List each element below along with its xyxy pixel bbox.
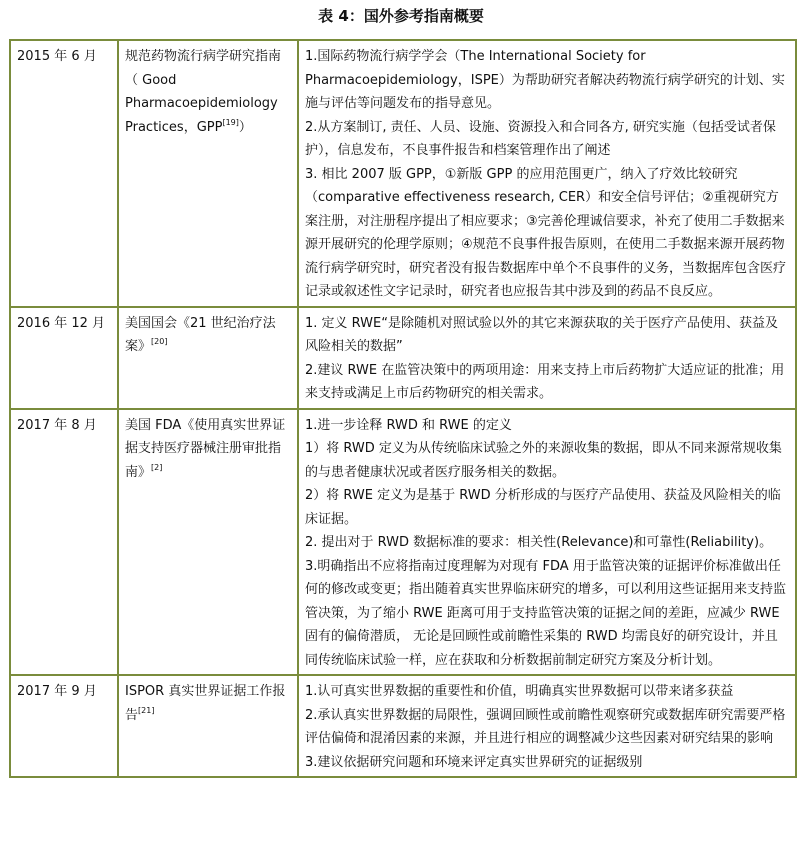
summary-point: 1.国际药物流行病学学会（The International Society for Pharmacoepidemiology，ISPE）为帮助研究者解决药物流行病学研究的计划、实施与评估等问题发布的指导意见。 <box>305 49 785 111</box>
guideline-name: 规范药物流行病学研究指南（ Good Pharmacoepidemiology Practices，GPP <box>125 49 282 135</box>
date-cell: 2017 年 9 月 <box>10 675 118 777</box>
reference-marker: [19] <box>222 117 239 127</box>
reference-marker: [2] <box>151 462 163 472</box>
summary-point: 2.承认真实世界数据的局限性，强调回顾性或前瞻性观察研究或数据库研究需要严格评估偏倚和混淆因素的来源，并且进行相应的调整减少这些因素对研究结果的影响 <box>305 707 786 746</box>
guideline-name-suffix: ） <box>238 119 252 135</box>
summary-point: 2. 提出对于 RWD 数据标准的要求：相关性(Relevance)和可靠性(Reliability)。 <box>305 535 773 550</box>
table-row <box>10 675 796 777</box>
summary-point: 3.建议依据研究问题和环境来评定真实世界研究的证据级别 <box>305 754 643 770</box>
summary-point: 2）将 RWE 定义为是基于 RWD 分析形成的与医疗产品使用、获益及风险相关的临床证据。 <box>305 488 781 527</box>
table-row <box>10 40 796 307</box>
summary-point: 3.明确指出不应将指南过度理解为对现有 FDA 用于监管决策的证据评价标准做出任何的修改或变更；指出随着真实世界临床研究的增多，可以利用这些证据用来支持监管决策，为了缩小 RWE 距离可用于支持监管决策的证据之间的差距，应减少 RWE 固有的偏倚潜质， 无论是回顾性或前瞻性采集的 RWD 均需良好的研究设计，并且同传统临床试验一样，应在获取和分析数据前制定研究方案及分析计划。 <box>305 558 787 668</box>
summary-cell <box>298 409 796 676</box>
summary-point: 1. 定义 RWE“是除随机对照试验以外的其它来源获取的关于医疗产品使用、获益及风险相关的数据” <box>305 315 778 354</box>
summary-cell <box>298 40 796 307</box>
summary-point: 3. 相比 2007 版 GPP，①新版 GPP 的应用范围更广，纳入了疗效比较研究（comparative effectiveness research, CER）和安全信号评估；②重视研究方案注册，对注册程序提出了相应要求；③完善伦理诚信要求，补充了使用二手数据来源开展研究的伦理学原则；④规范不良事件报告原则，在使用二手数据来源开展药物流行病学研究时，研究者没有报告数据库中单个不良事件的义务，当数据库包含医疗记录或叙述性文字记录时，研究者也应报告其中涉及到的药品不良反应。 <box>305 166 787 299</box>
date-cell: 2015 年 6 月 <box>10 40 118 307</box>
summary-cell <box>298 675 796 777</box>
guideline-name-cell <box>118 675 298 777</box>
guideline-name: 美国 FDA《使用真实世界证据支持医疗器械注册审批指南》 <box>125 417 286 480</box>
summary-point: 1）将 RWD 定义为从传统临床试验之外的来源收集的数据，即从不同来源常规收集的与患者健康状况或者医疗服务相关的数据。 <box>305 441 782 480</box>
table-row <box>10 307 796 409</box>
summary-cell <box>298 307 796 409</box>
table-title: 表 4：国外参考指南概要 <box>318 7 484 25</box>
guideline-name-cell <box>118 409 298 676</box>
guideline-name: 美国国会《21 世纪治疗法案》 <box>125 315 276 354</box>
summary-point: 2.从方案制订, 责任、人员、设施、资源投入和合同各方, 研究实施（包括受试者保护），信息发布，不良事件报告和档案管理作出了阐述 <box>305 119 776 158</box>
reference-marker: [20] <box>151 337 168 346</box>
summary-point: 1.认可真实世界数据的重要性和价值，明确真实世界数据可以带来诸多获益 <box>305 684 734 699</box>
guideline-name: ISPOR 真实世界证据工作报告 <box>125 684 286 723</box>
guideline-name-cell <box>118 307 298 409</box>
date-cell: 2016 年 12 月 <box>10 307 118 409</box>
reference-marker: [21] <box>138 705 155 715</box>
date-cell: 2017 年 8 月 <box>10 409 118 676</box>
summary-point: 1.进一步诠释 RWD 和 RWE 的定义 <box>305 417 512 433</box>
guideline-name-cell <box>118 40 298 307</box>
guidelines-table <box>9 39 797 778</box>
table-row <box>10 409 796 676</box>
summary-point: 2.建议 RWE 在监管决策中的两项用途：用来支持上市后药物扩大适应证的批准；用来支持或满足上市后药物研究的相关需求。 <box>305 362 785 401</box>
